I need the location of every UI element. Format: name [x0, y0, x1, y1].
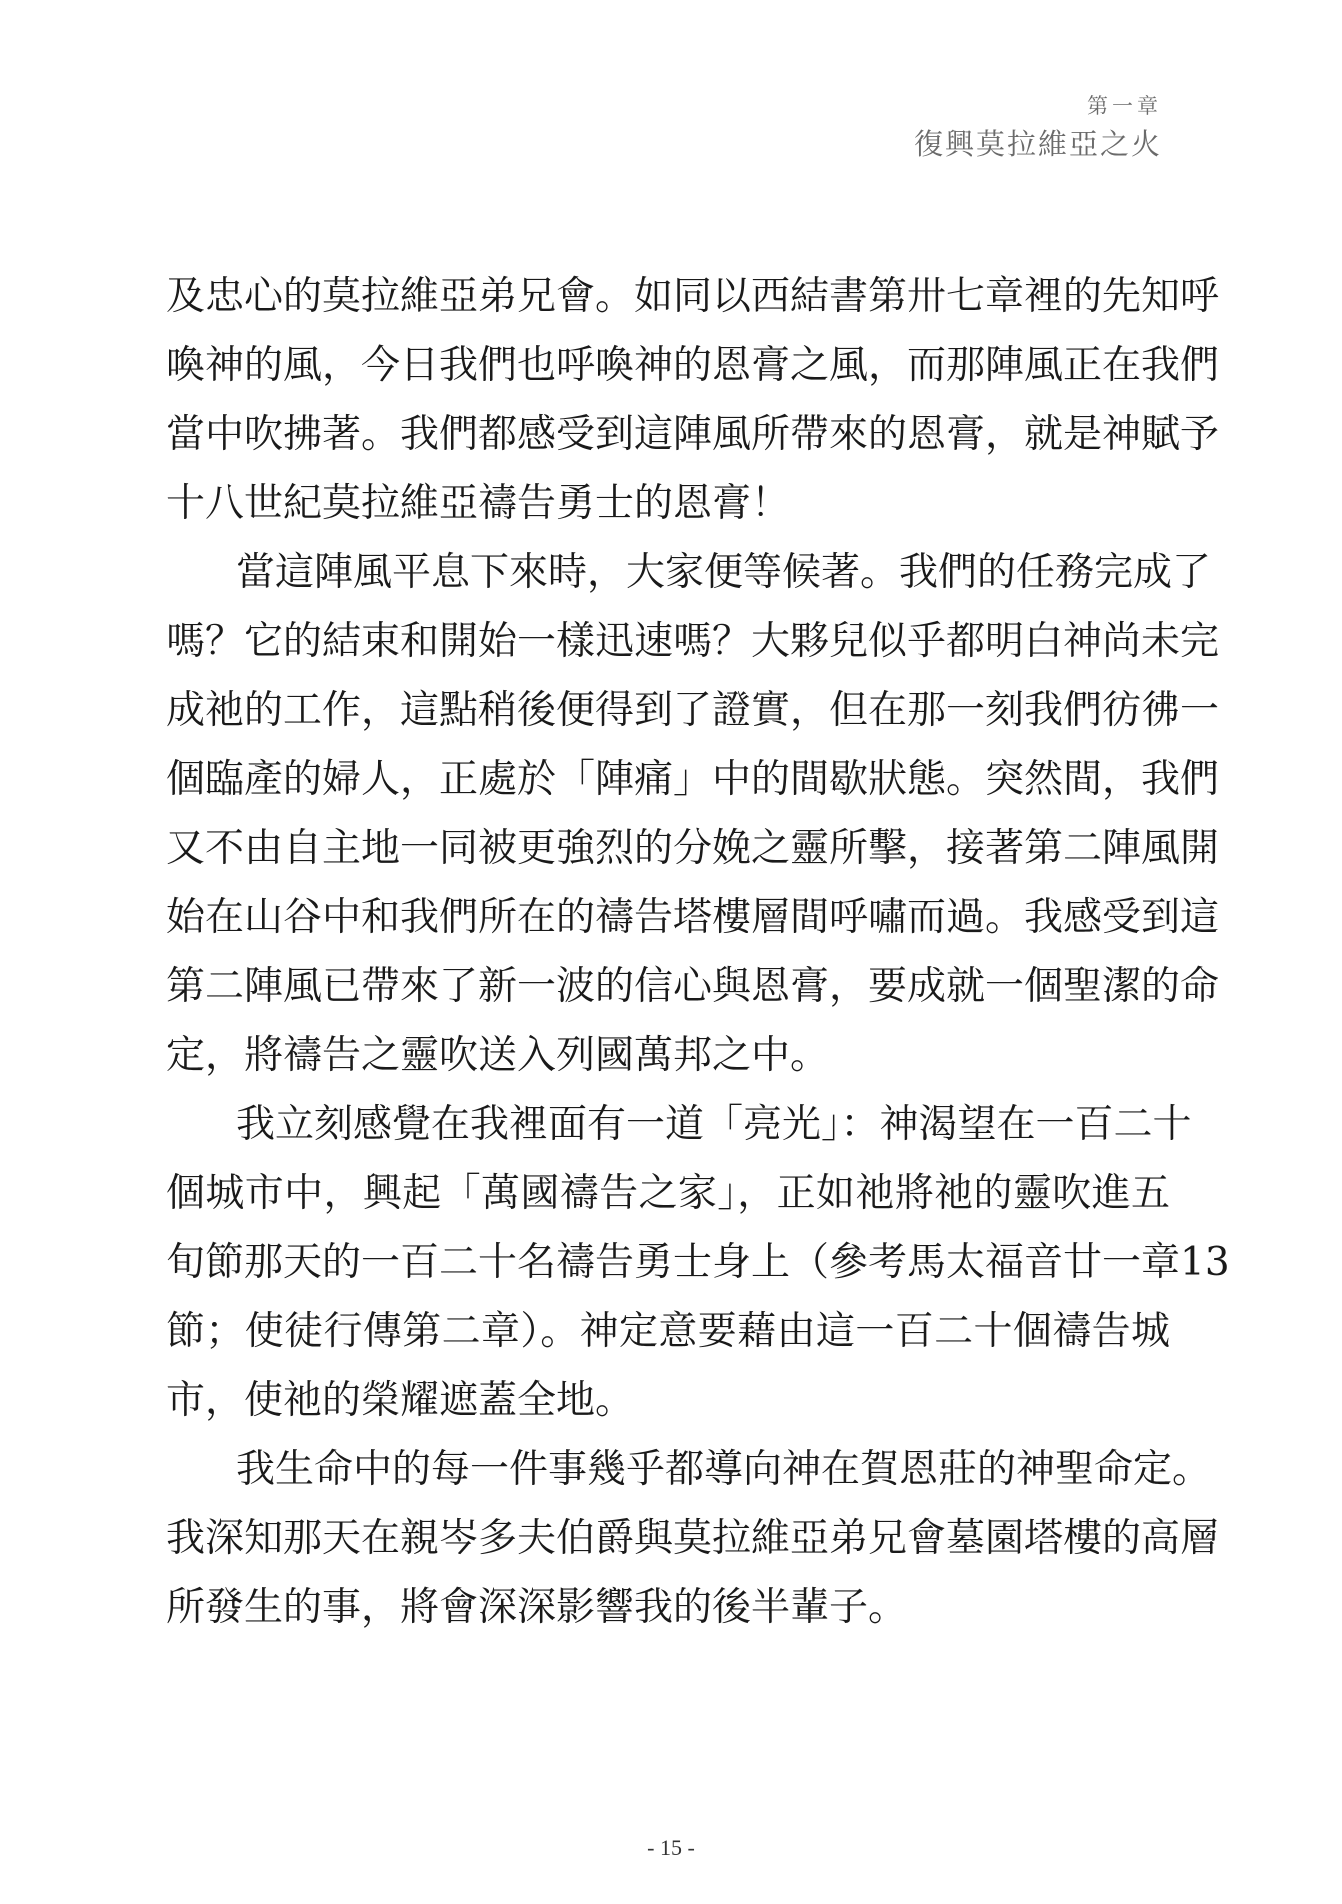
running-header — [914, 92, 1162, 164]
text-line: 喚神的風，今日我們也呼喚神的恩膏之風，而那陣風正在我們 — [166, 343, 1220, 388]
text-line: 節；使徒行傳第二章）。神定意要藉由這一百二十個禱告城 — [166, 1309, 1170, 1354]
chapter-label: 第一章 — [1087, 94, 1162, 118]
text-line: 我立刻感覺在我裡面有一道「亮光」：神渴望在一百二十 — [236, 1102, 1192, 1147]
text-line: 個臨產的婦人，正處於「陣痛」中的間歇狀態。突然間，我們 — [166, 757, 1220, 802]
text-line: 旬節那天的一百二十名禱告勇士身上（參考馬太福音廿一章13 — [166, 1240, 1230, 1285]
page-number: - 15 - — [647, 1835, 695, 1860]
text-line: 及忠心的莫拉維亞弟兄會。如同以西結書第卅七章裡的先知呼 — [166, 274, 1220, 319]
text-line: 定，將禱告之靈吹送入列國萬邦之中。 — [166, 1033, 830, 1078]
text-line: 嗎？它的結束和開始一樣迅速嗎？大夥兒似乎都明白神尚未完 — [166, 619, 1220, 664]
book-title: 復興莫拉維亞之火 — [913, 127, 1162, 161]
text-line: 當這陣風平息下來時，大家便等候著。我們的任務完成了 — [236, 550, 1212, 595]
text-line: 個城市中，興起「萬國禱告之家」，正如祂將祂的靈吹進五 — [166, 1171, 1170, 1216]
text-line: 成祂的工作，這點稍後便得到了證實，但在那一刻我們彷彿一 — [166, 688, 1220, 733]
text-line: 所發生的事，將會深深影響我的後半輩子。 — [166, 1585, 908, 1630]
text-line: 十八世紀莫拉維亞禱告勇士的恩膏！ — [166, 481, 791, 526]
text-line: 又不由自主地一同被更強烈的分娩之靈所擊，接著第二陣風開 — [166, 826, 1220, 871]
text-line: 我生命中的每一件事幾乎都導向神在賀恩莊的神聖命定。 — [236, 1447, 1212, 1492]
text-line: 我深知那天在親岑多夫伯爵與莫拉維亞弟兄會墓園塔樓的高層 — [166, 1516, 1220, 1561]
text-line: 第二陣風已帶來了新一波的信心與恩膏，要成就一個聖潔的命 — [166, 964, 1220, 1009]
text-line: 當中吹拂著。我們都感受到這陣風所帶來的恩膏，就是神賦予 — [166, 412, 1220, 457]
text-line: 始在山谷中和我們所在的禱告塔樓層間呼嘯而過。我感受到這 — [166, 895, 1220, 940]
text-line: 市，使祂的榮耀遮蓋全地。 — [166, 1378, 635, 1423]
body-text — [166, 262, 1230, 1642]
